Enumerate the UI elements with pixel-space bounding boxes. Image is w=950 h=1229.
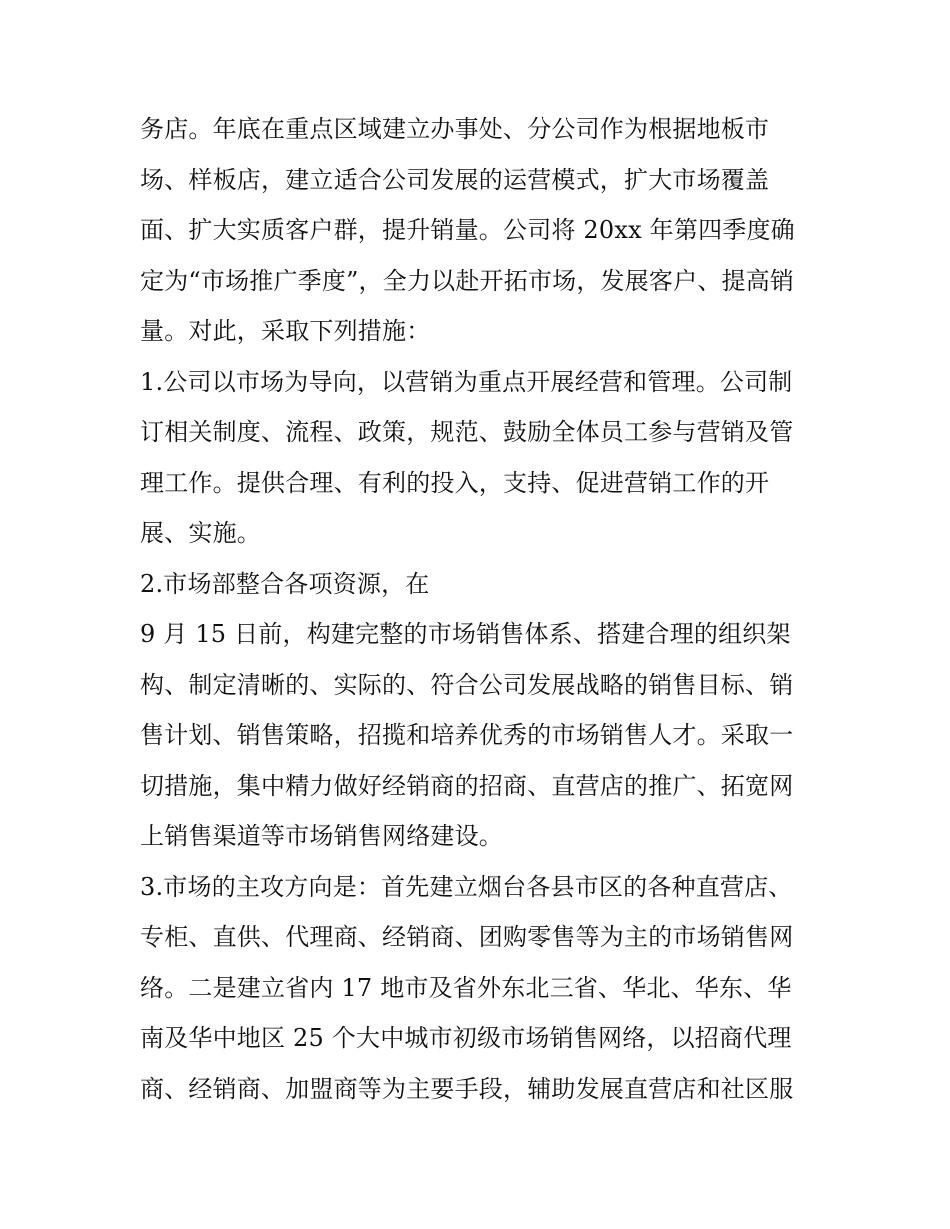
text-line: 定为“市场推广季度”，全力以赴开拓市场，发展客户、提高销 <box>140 266 795 295</box>
text-line: 场、样板店，建立适合公司发展的运营模式，扩大市场覆盖 <box>140 165 770 194</box>
text-line: 理工作。提供合理、有利的投入，支持、促进营销工作的开 <box>140 468 770 497</box>
text-line: 面、扩大实质客户群，提升销量。公司将 20xx 年第四季度确 <box>140 216 795 244</box>
text-line: 商、经销商、加盟商等为主要手段，辅助发展直营店和社区服 <box>140 1074 794 1103</box>
text-line: 上销售渠道等市场销售网络建设。 <box>140 822 503 850</box>
text-line: 2.市场部整合各项资源，在 <box>140 569 430 598</box>
text-line: 售计划、销售策略，招揽和培养优秀的市场销售人才。采取一 <box>140 721 794 749</box>
text-line: 构、制定清晰的、实际的、符合公司发展战略的销售目标、销 <box>140 670 794 699</box>
text-line: 展、实施。 <box>140 519 261 547</box>
text-line: 1.公司以市场为导向，以营销为重点开展经营和管理。公司制 <box>140 367 793 396</box>
text-line: 南及华中地区 25 个大中城市初级市场销售网络，以招商代理 <box>140 1024 792 1052</box>
text-line: 订相关制度、流程、政策，规范、鼓励全体员工参与营销及管 <box>140 418 794 446</box>
text-line: 务店。年底在重点区域建立办事处、分公司作为根据地板市 <box>140 115 770 143</box>
text-line: 专柜、直供、代理商、经销商、团购零售等为主的市场销售网 <box>140 923 794 951</box>
text-line: 3.市场的主攻方向是：首先建立烟台各县市区的各种直营店、 <box>140 872 793 901</box>
text-line: 络。二是建立省内 17 地市及省外东北三省、华北、华东、华 <box>140 973 792 1002</box>
text-line: 切措施，集中精力做好经销商的招商、直营店的推广、拓宽网 <box>140 771 794 800</box>
document-body <box>140 104 820 1114</box>
text-line: 量。对此，采取下列措施： <box>140 317 431 345</box>
text-line: 9 月 15 日前，构建完整的市场销售体系、搭建合理的组织架 <box>140 620 791 648</box>
